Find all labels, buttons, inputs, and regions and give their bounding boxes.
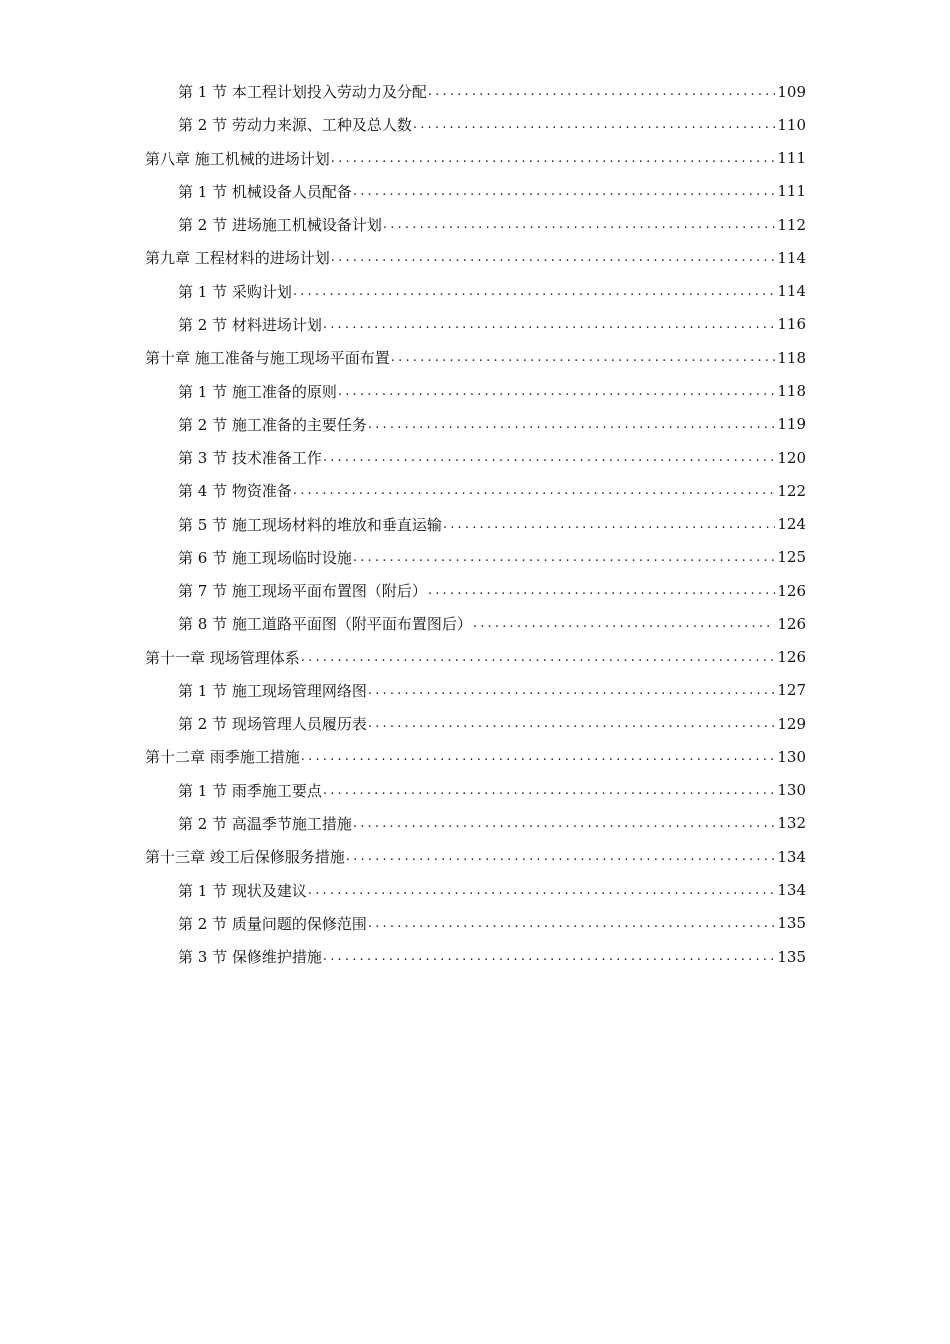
toc-entry[interactable] [0, 474, 950, 507]
toc-entry[interactable] [0, 507, 950, 540]
toc-entry-title: 第 1 节 采购计划 [178, 282, 292, 301]
toc-entry[interactable] [0, 774, 950, 807]
dot-leader [391, 350, 776, 365]
dot-leader [323, 949, 776, 964]
toc-entry-page: 110 [777, 115, 806, 134]
dot-leader [428, 84, 776, 99]
toc-entry-page: 129 [777, 714, 806, 733]
toc-entry-page: 126 [777, 648, 806, 667]
toc-entry[interactable] [0, 75, 950, 108]
toc-entry-page: 111 [777, 182, 806, 201]
toc-entry[interactable] [0, 641, 950, 674]
toc-entry-title: 第 2 节 材料进场计划 [178, 315, 322, 334]
toc-entry-page: 111 [777, 149, 806, 168]
toc-entry[interactable] [0, 840, 950, 873]
toc-entry-title: 第 5 节 施工现场材料的堆放和垂直运输 [178, 515, 442, 534]
toc-entry-title: 第 8 节 施工道路平面图（附平面布置图后） [178, 615, 472, 634]
toc-entry-title: 第 2 节 施工准备的主要任务 [178, 415, 367, 434]
toc-entry-page: 114 [777, 248, 806, 267]
toc-entry-title: 第 1 节 施工准备的原则 [178, 382, 337, 401]
toc-entry-title: 第九章 工程材料的进场计划 [145, 249, 330, 268]
dot-leader [323, 317, 776, 332]
toc-entry[interactable] [0, 940, 950, 973]
dot-leader [473, 616, 776, 631]
toc-entry-page: 127 [777, 681, 806, 700]
toc-entry[interactable] [0, 374, 950, 407]
toc-entry[interactable] [0, 341, 950, 374]
toc-entry-page: 130 [777, 747, 806, 766]
toc-entry-page: 122 [777, 481, 806, 500]
toc-entry-title: 第 1 节 机械设备人员配备 [178, 182, 352, 201]
toc-entry-page: 118 [777, 382, 806, 401]
dot-leader [308, 883, 776, 898]
toc-entry-title: 第 2 节 质量问题的保修范围 [178, 914, 367, 933]
dot-leader [346, 849, 776, 864]
toc-entry-page: 114 [777, 282, 806, 301]
toc-entry-page: 109 [777, 82, 806, 101]
toc-entry-page: 130 [777, 781, 806, 800]
toc-entry-title: 第 1 节 施工现场管理网络图 [178, 681, 367, 700]
toc-entry-page: 124 [777, 515, 806, 534]
toc-entry[interactable] [0, 740, 950, 773]
toc-entry-title: 第 2 节 高温季节施工措施 [178, 814, 352, 833]
dot-leader [383, 217, 776, 232]
toc-entry[interactable] [0, 408, 950, 441]
toc-entry[interactable] [0, 674, 950, 707]
toc-entry[interactable] [0, 275, 950, 308]
toc-entry-title: 第 7 节 施工现场平面布置图（附后） [178, 582, 427, 601]
dot-leader [353, 184, 776, 199]
dot-leader [413, 117, 776, 132]
dot-leader [368, 683, 776, 698]
toc-entry-title: 第 3 节 保修维护措施 [178, 948, 322, 967]
toc-entry-title: 第 2 节 劳动力来源、工种及总人数 [178, 116, 412, 135]
toc-entry-title: 第 6 节 施工现场临时设施 [178, 548, 352, 567]
toc-entry[interactable] [0, 208, 950, 241]
toc-entry-page: 120 [777, 448, 806, 467]
toc-entry[interactable] [0, 142, 950, 175]
toc-entry[interactable] [0, 907, 950, 940]
dot-leader [323, 450, 776, 465]
toc-entry-page: 116 [777, 315, 806, 334]
dot-leader [293, 284, 776, 299]
dot-leader [353, 816, 776, 831]
toc-entry-title: 第十二章 雨季施工措施 [145, 748, 300, 767]
toc-entry-page: 132 [777, 814, 806, 833]
toc-entry[interactable] [0, 873, 950, 906]
toc-entry-page: 134 [777, 881, 806, 899]
toc-entry-page: 135 [777, 947, 806, 966]
toc-entry-page: 135 [777, 914, 806, 933]
toc-entry-title: 第 1 节 雨季施工要点 [178, 781, 322, 800]
dot-leader [443, 517, 776, 532]
toc-entry[interactable] [0, 541, 950, 574]
toc-entry-title: 第十一章 现场管理体系 [145, 648, 300, 667]
dot-leader [331, 151, 776, 166]
dot-leader [293, 483, 776, 498]
toc-entry[interactable] [0, 574, 950, 607]
toc-entry-title: 第 1 节 现状及建议 [178, 881, 307, 900]
toc-entry[interactable] [0, 441, 950, 474]
toc-entry-page: 119 [777, 415, 806, 434]
dot-leader [301, 650, 776, 665]
toc-entry[interactable] [0, 175, 950, 208]
toc-entry-page: 118 [777, 348, 806, 367]
toc-entry-title: 第 4 节 物资准备 [178, 482, 292, 501]
toc-entry-title: 第 2 节 现场管理人员履历表 [178, 715, 367, 734]
dot-leader [428, 583, 776, 598]
toc-entry[interactable] [0, 807, 950, 840]
toc-entry-page: 134 [777, 847, 806, 866]
dot-leader [323, 783, 776, 798]
toc-entry-title: 第十三章 竣工后保修服务措施 [145, 848, 345, 867]
dot-leader [301, 749, 776, 764]
toc-entry[interactable] [0, 241, 950, 274]
dot-leader [368, 916, 776, 931]
dot-leader [368, 716, 776, 731]
toc-entry[interactable] [0, 607, 950, 640]
toc-entry-title: 第 3 节 技术准备工作 [178, 449, 322, 468]
toc-entry-page: 112 [777, 215, 806, 234]
dot-leader [368, 417, 776, 432]
toc-entry-page: 125 [777, 548, 806, 567]
toc-entry[interactable] [0, 308, 950, 341]
toc-entry-title: 第八章 施工机械的进场计划 [145, 149, 330, 168]
table-of-contents [0, 75, 950, 973]
toc-entry-page: 126 [777, 614, 806, 633]
toc-entry-title: 第十章 施工准备与施工现场平面布置 [145, 349, 390, 368]
toc-entry-title: 第 1 节 本工程计划投入劳动力及分配 [178, 83, 427, 102]
dot-leader [331, 250, 776, 265]
dot-leader [353, 550, 776, 565]
toc-entry-page: 126 [777, 581, 806, 600]
toc-entry-title: 第 2 节 进场施工机械设备计划 [178, 216, 382, 235]
toc-entry[interactable] [0, 707, 950, 740]
toc-entry[interactable] [0, 108, 950, 141]
dot-leader [338, 384, 776, 399]
